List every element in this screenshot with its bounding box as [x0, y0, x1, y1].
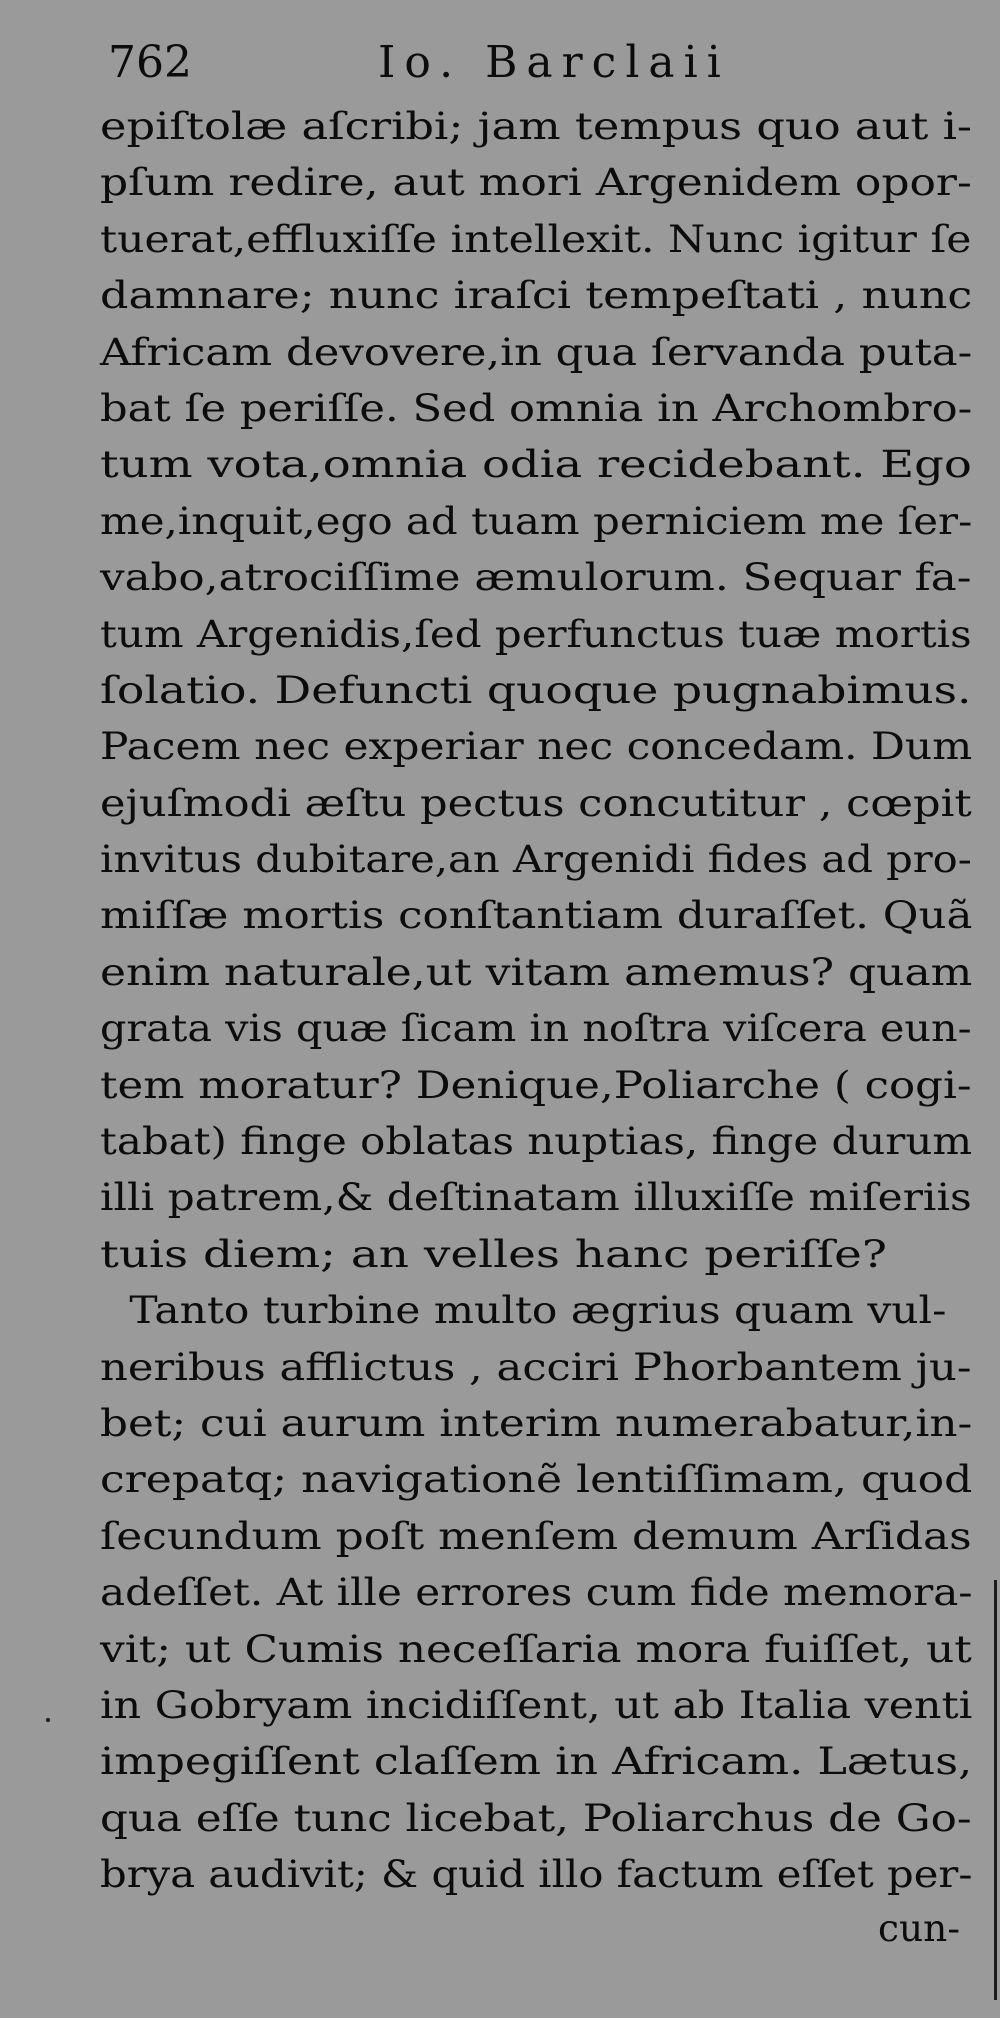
text-line: brya audivit; & quid illo factum eſſet per- [100, 1852, 973, 1897]
text-line: tum Argenidis,ſed perfunctus tuæ mortis [100, 611, 972, 656]
text-line: vabo,atrociſſime æmulorum. Sequar fa- [100, 555, 972, 600]
text-line: tuis diem; an velles hanc periſſe? [100, 1231, 887, 1276]
text-line: miſſæ mortis conſtantiam duraſſet. Quã [100, 893, 973, 938]
text-line: enim naturale,ut vitam amemus? quam [100, 949, 973, 994]
text-line: Pacem nec experiar nec concedam. Dum [100, 724, 973, 769]
text-line: tum vota,omnia odia recidebant. Ego [100, 442, 972, 487]
running-head: Io. Barclaii [378, 37, 730, 88]
page-header [108, 28, 968, 98]
text-line: damnare; nunc iraſci tempeſtati , nunc [100, 273, 973, 318]
text-line: pſum redire, aut mori Argenidem opor- [100, 160, 972, 205]
gutter-edge-line [994, 1580, 997, 2000]
catchword: cun- [878, 1906, 960, 1950]
text-line: illi patrem,& deſtinatam illuxiſſe miſeriis [100, 1175, 972, 1220]
text-line: ſolatio. Defuncti quoque pugnabimus. [100, 667, 972, 712]
text-line: tabat) finge oblatas nuptias, finge durum [100, 1119, 973, 1164]
text-line: Africam devovere,in qua ſervanda puta- [100, 329, 973, 374]
text-line: neribus afflictus , acciri Phorbantem ju- [100, 1344, 972, 1389]
text-line: ejuſmodi æſtu pectus concutitur , cœpit [100, 780, 972, 825]
text-line: invitus dubitare,an Argenidi fides ad pro- [100, 837, 972, 882]
body-text [100, 98, 980, 1903]
text-line: in Gobryam incidiſſent, ut ab Italia venti [100, 1682, 973, 1727]
text-line: bet; cui aurum interim numerabatur,in- [100, 1400, 973, 1445]
text-line: bat ſe periſſe. Sed omnia in Archombro- [100, 385, 973, 430]
text-line: vit; ut Cumis neceſſaria mora fuiſſet, ut [100, 1626, 972, 1671]
page-number: 762 [108, 37, 192, 88]
text-line: grata vis quæ ſicam in noſtra viſcera eun- [100, 1006, 972, 1051]
margin-mark [46, 1718, 50, 1722]
text-line: epiſtolæ aſcribi; jam tempus quo aut i- [100, 104, 973, 148]
text-line: crepatq; navigationẽ lentiſſimam, quod [100, 1457, 973, 1502]
text-line: me,inquit,ego ad tuam perniciem me ſer- [100, 498, 973, 543]
text-line: tuerat,effluxiſſe intellexit. Nunc igitur ſe [100, 216, 972, 261]
text-line: ſecundum poſt menſem demum Arſidas [100, 1513, 972, 1558]
text-line: impegiſſent claſſem in Africam. Lætus, [100, 1739, 973, 1784]
text-line: tem moratur? Denique,Poliarche ( cogi- [100, 1062, 972, 1107]
paragraph-start-line: Tanto turbine multo ægrius quam vul- [129, 1288, 947, 1333]
text-line: qua eſſe tunc licebat, Poliarchus de Go- [100, 1795, 972, 1840]
text-line: adeſſet. At ille errores cum fide memora- [100, 1570, 973, 1615]
